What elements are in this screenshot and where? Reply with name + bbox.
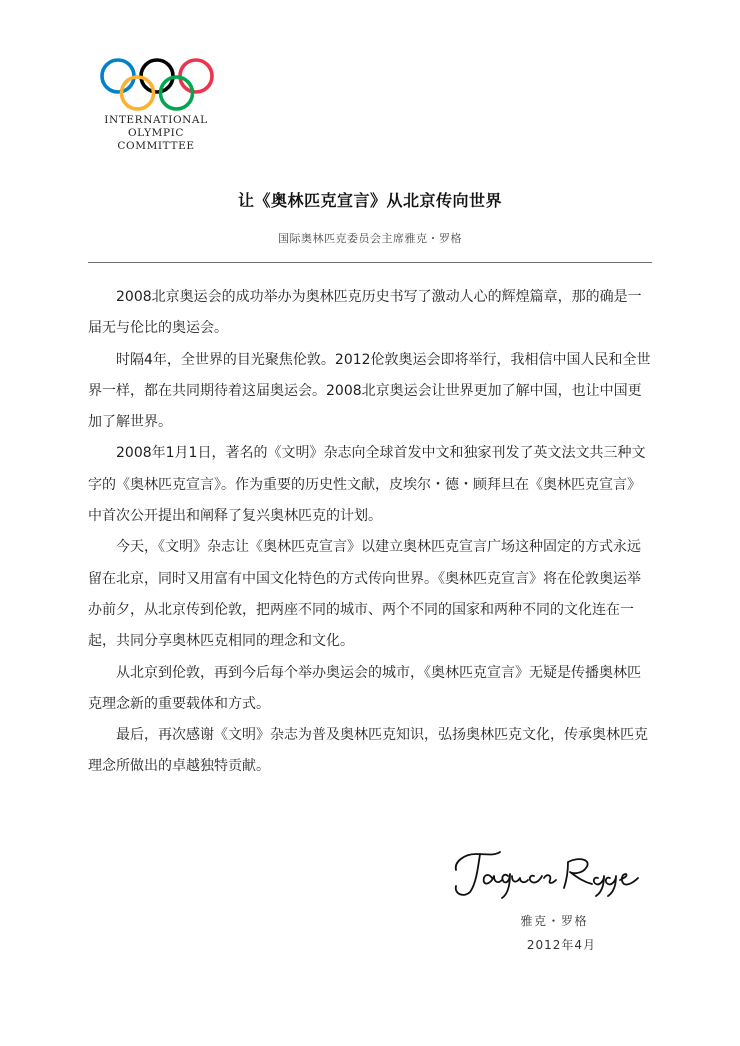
org-name-line-3: COMMITTEE [117,140,195,152]
letter-body [88,282,652,783]
ring-red [180,60,212,92]
signatory-name: 雅克・罗格 [520,914,588,928]
paragraph: 2008年1月1日，著名的《文明》杂志向全球首发中文和独家刊发了英文法文共三种文字的《奥林匹克宣言》。作为重要的历史性文献，皮埃尔・德・顾拜旦在《奥林匹克宣言》中首次公开提出和阐释了复兴奥林匹克的计划。 [88,445,646,525]
paragraph: 时隔4年，全世界的目光聚焦伦敦。2012伦敦奥运会即将举行，我相信中国人民和全世界一样，都在共同期待着这届奥运会。2008北京奥运会让世界更加了解中国，也让中国更加了解世界。 [88,351,651,431]
ring-blue [102,60,134,92]
paragraph: 今天，《文明》杂志让《奥林匹克宣言》以建立奥林匹克宣言广场这种固定的方式永远留在北京，同时又用富有中国文化特色的方式传向世界。《奥林匹克宣言》将在伦敦奥运举办前夕，从北京传到伦敦，把两座不同的城市、两个不同的国家和两种不同的文化连在一起，共同分享奥林匹克相同的理念和文化。 [88,539,641,650]
org-name-line-2: OLYMPIC [127,127,185,139]
ring-yellow [122,77,154,109]
letter-title: 让《奥林匹克宣言》从北京传向世界 [237,191,502,210]
paragraph: 最后，再次感谢《文明》杂志为普及奥林匹克知识，弘扬奥林匹克文化，传承奥林匹克理念所做出的卓越独特贡献。 [88,727,648,775]
paragraph: 2008北京奥运会的成功举办为奥林匹克历史书写了激动人心的辉煌篇章，那的确是一届无与伦比的奥运会。 [88,289,642,337]
olympic-rings-icon [92,56,220,114]
letter-date: 2012年4月 [526,938,596,952]
paragraph: 从北京到伦敦，再到今后每个举办奥运会的城市，《奥林匹克宣言》无疑是传播奥林匹克理念新的重要载体和方式。 [88,664,641,712]
ring-green [161,77,193,109]
ring-black [141,60,173,92]
divider [88,262,652,263]
letter-author: 国际奥林匹克委员会主席雅克・罗格 [278,232,462,245]
org-name-line-1: INTERNATIONAL [104,114,208,126]
handwritten-signature [446,842,646,902]
ioc-logo [92,56,220,153]
